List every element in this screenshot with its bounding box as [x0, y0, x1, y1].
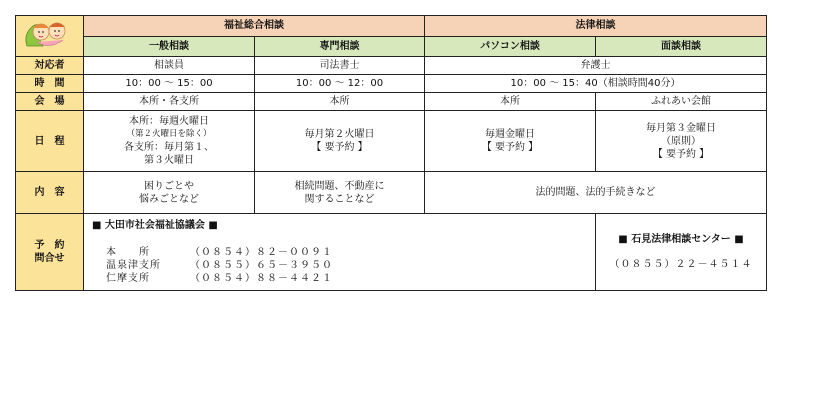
time-special: 10：00 ～ 12：00: [255, 75, 425, 93]
group-header-welfare: 福祉総合相談: [84, 16, 425, 37]
content-general-line: 悩みごとなど: [139, 193, 199, 205]
office-contact: [92, 272, 587, 285]
time-legal: 10：00 ～ 15：40（相談時間40分）: [425, 75, 767, 93]
content-special-line: 関することなど: [304, 193, 375, 205]
office-phone: （０８５４）８８－４４２１: [190, 273, 333, 284]
subheader-general: 一般相談: [84, 36, 255, 57]
content-general: [84, 172, 255, 214]
row-label-schedule: 日 程: [16, 111, 84, 172]
group-header-legal: 法律相談: [425, 16, 767, 37]
schedule-pc: [425, 111, 596, 172]
office-phone: （０８５４）８２－００９１: [190, 247, 333, 258]
venue-special: 本所: [255, 93, 425, 111]
contact-legal: [596, 214, 767, 291]
schedule-pc-line: 毎週金曜日: [485, 129, 535, 140]
contact-label-line: 問合せ: [34, 253, 65, 264]
schedule-general-line: （第２火曜日を除く）: [126, 129, 212, 139]
legal-center-phone: （０８５５）２２－４５１４: [609, 259, 753, 270]
office-contact: [92, 246, 587, 259]
counselor-special: 司法書士: [255, 57, 425, 75]
content-legal: 法的問題、法的手続きなど: [425, 172, 767, 214]
venue-general: 本所・各支所: [84, 93, 255, 111]
subheader-meeting: 面談相談: [596, 36, 767, 57]
schedule-meeting-line: （原則）: [661, 135, 701, 147]
schedule-general-line: 第３火曜日: [144, 155, 194, 166]
venue-meeting: ふれあい会館: [596, 93, 767, 111]
reservation-note: 【 要予約 】: [652, 148, 710, 160]
schedule-general: [84, 111, 255, 172]
schedule-meeting: [596, 111, 767, 172]
schedule-general-line: 各支所：毎月第１、: [124, 142, 214, 153]
row-label-counselor: 対応者: [16, 57, 84, 75]
content-special-line: 相続問題、不動産に: [294, 180, 385, 192]
schedule-general-line: 本所：毎週火曜日: [129, 116, 209, 127]
venue-pc: 本所: [425, 93, 596, 111]
reservation-note: 【 要予約 】: [311, 142, 368, 153]
row-label-time: 時 間: [16, 75, 84, 93]
consultation-table: [15, 15, 767, 291]
mascot-icon: [17, 16, 83, 52]
office-phone: （０８５５）６５－３９５０: [190, 260, 333, 271]
contact-welfare: [84, 214, 596, 291]
schedule-meeting-line: 毎月第３金曜日: [646, 122, 716, 134]
row-label-venue: 会 場: [16, 93, 84, 111]
content-special: [255, 172, 425, 214]
schedule-special-line: 毎月第２火曜日: [304, 129, 375, 140]
counselor-general: 相談員: [84, 57, 255, 75]
row-label-contact: [16, 214, 84, 291]
subheader-pc: パソコン相談: [425, 36, 596, 57]
welfare-org-title: ■ 大田市社会福祉協議会 ■: [92, 220, 218, 231]
legal-center-title: ■ 石見法律相談センター ■: [618, 234, 744, 245]
mascot-logo: [16, 16, 84, 57]
counselor-legal: 弁護士: [425, 57, 767, 75]
schedule-special: [255, 111, 425, 172]
contact-label-line: 予 約: [34, 240, 65, 251]
office-contact: [92, 259, 587, 272]
reservation-note: 【 要予約 】: [481, 142, 539, 153]
time-general: 10：00 ～ 15：00: [84, 75, 255, 93]
subheader-special: 専門相談: [255, 36, 425, 57]
office-name: 温泉津支所: [106, 260, 161, 271]
row-label-content: 内 容: [16, 172, 84, 214]
office-name: 仁摩支所: [106, 273, 150, 284]
content-general-line: 困りごとや: [144, 180, 194, 192]
office-name: 本 所: [106, 247, 150, 258]
